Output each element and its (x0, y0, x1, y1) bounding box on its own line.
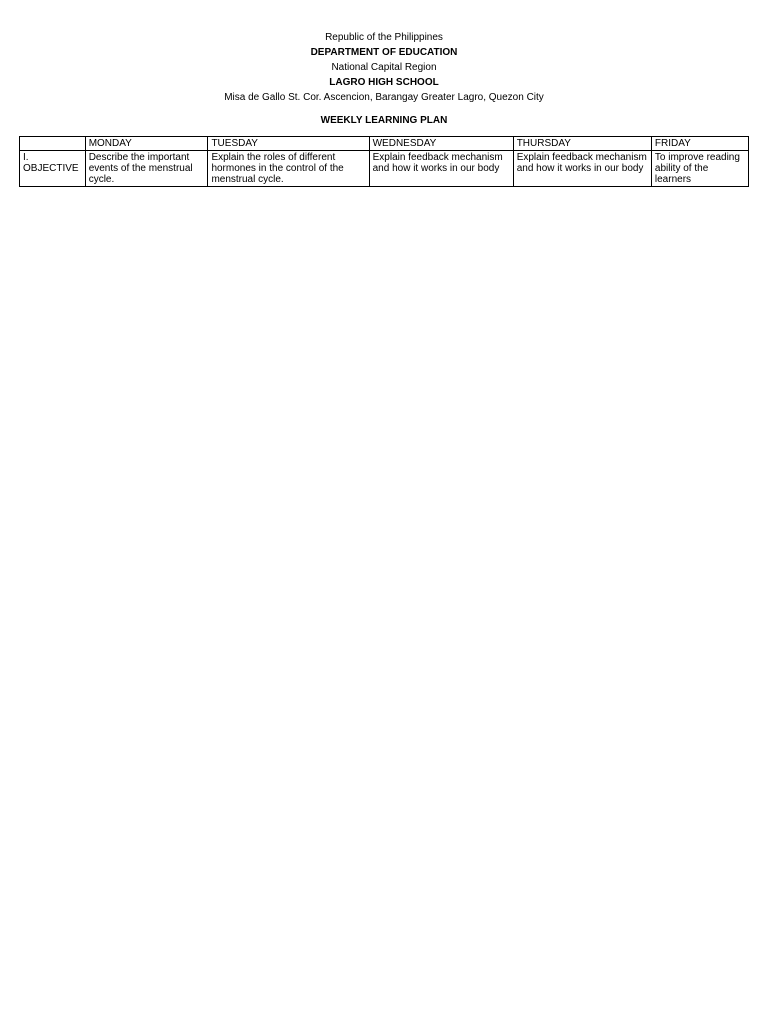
region: National Capital Region (331, 62, 437, 73)
plan-table (19, 136, 749, 187)
day-thu: THURSDAY (513, 137, 651, 151)
day-wed: WEDNESDAY (369, 137, 513, 151)
republic: Republic of the Philippines (325, 32, 443, 43)
obj-fri: To improve reading ability of the learners (651, 151, 748, 187)
obj-tue: Explain the roles of different hormones in the control of the menstrual cycle. (208, 151, 369, 187)
deped: DEPARTMENT OF EDUCATION (310, 47, 458, 58)
day-fri: FRIDAY (651, 137, 748, 151)
obj-wed: Explain feedback mechanism and how it works in our body (369, 151, 513, 187)
obj-mon: Describe the important events of the menstrual cycle. (85, 151, 208, 187)
obj-thu: Explain feedback mechanism and how it works in our body (513, 151, 651, 187)
day-tue: TUESDAY (208, 137, 369, 151)
address: Misa de Gallo St. Cor. Ascencion, Barangay Greater Lagro, Quezon City (224, 92, 544, 103)
day-mon: MONDAY (85, 137, 208, 151)
letterhead (0, 0, 768, 128)
objective-row: I. OBJECTIVE Describe the important events of the menstrual cycle. Explain the roles of different hormones in the control of the menstrual cycle. Explain feedback mechanism and how it works in our body Explain feedback mechanism and how it works in our body To improve reading ability of the learners (20, 151, 749, 187)
school-name: LAGRO HIGH SCHOOL (329, 77, 439, 88)
plan-title: WEEKLY LEARNING PLAN (320, 115, 448, 126)
day-row (20, 137, 749, 151)
